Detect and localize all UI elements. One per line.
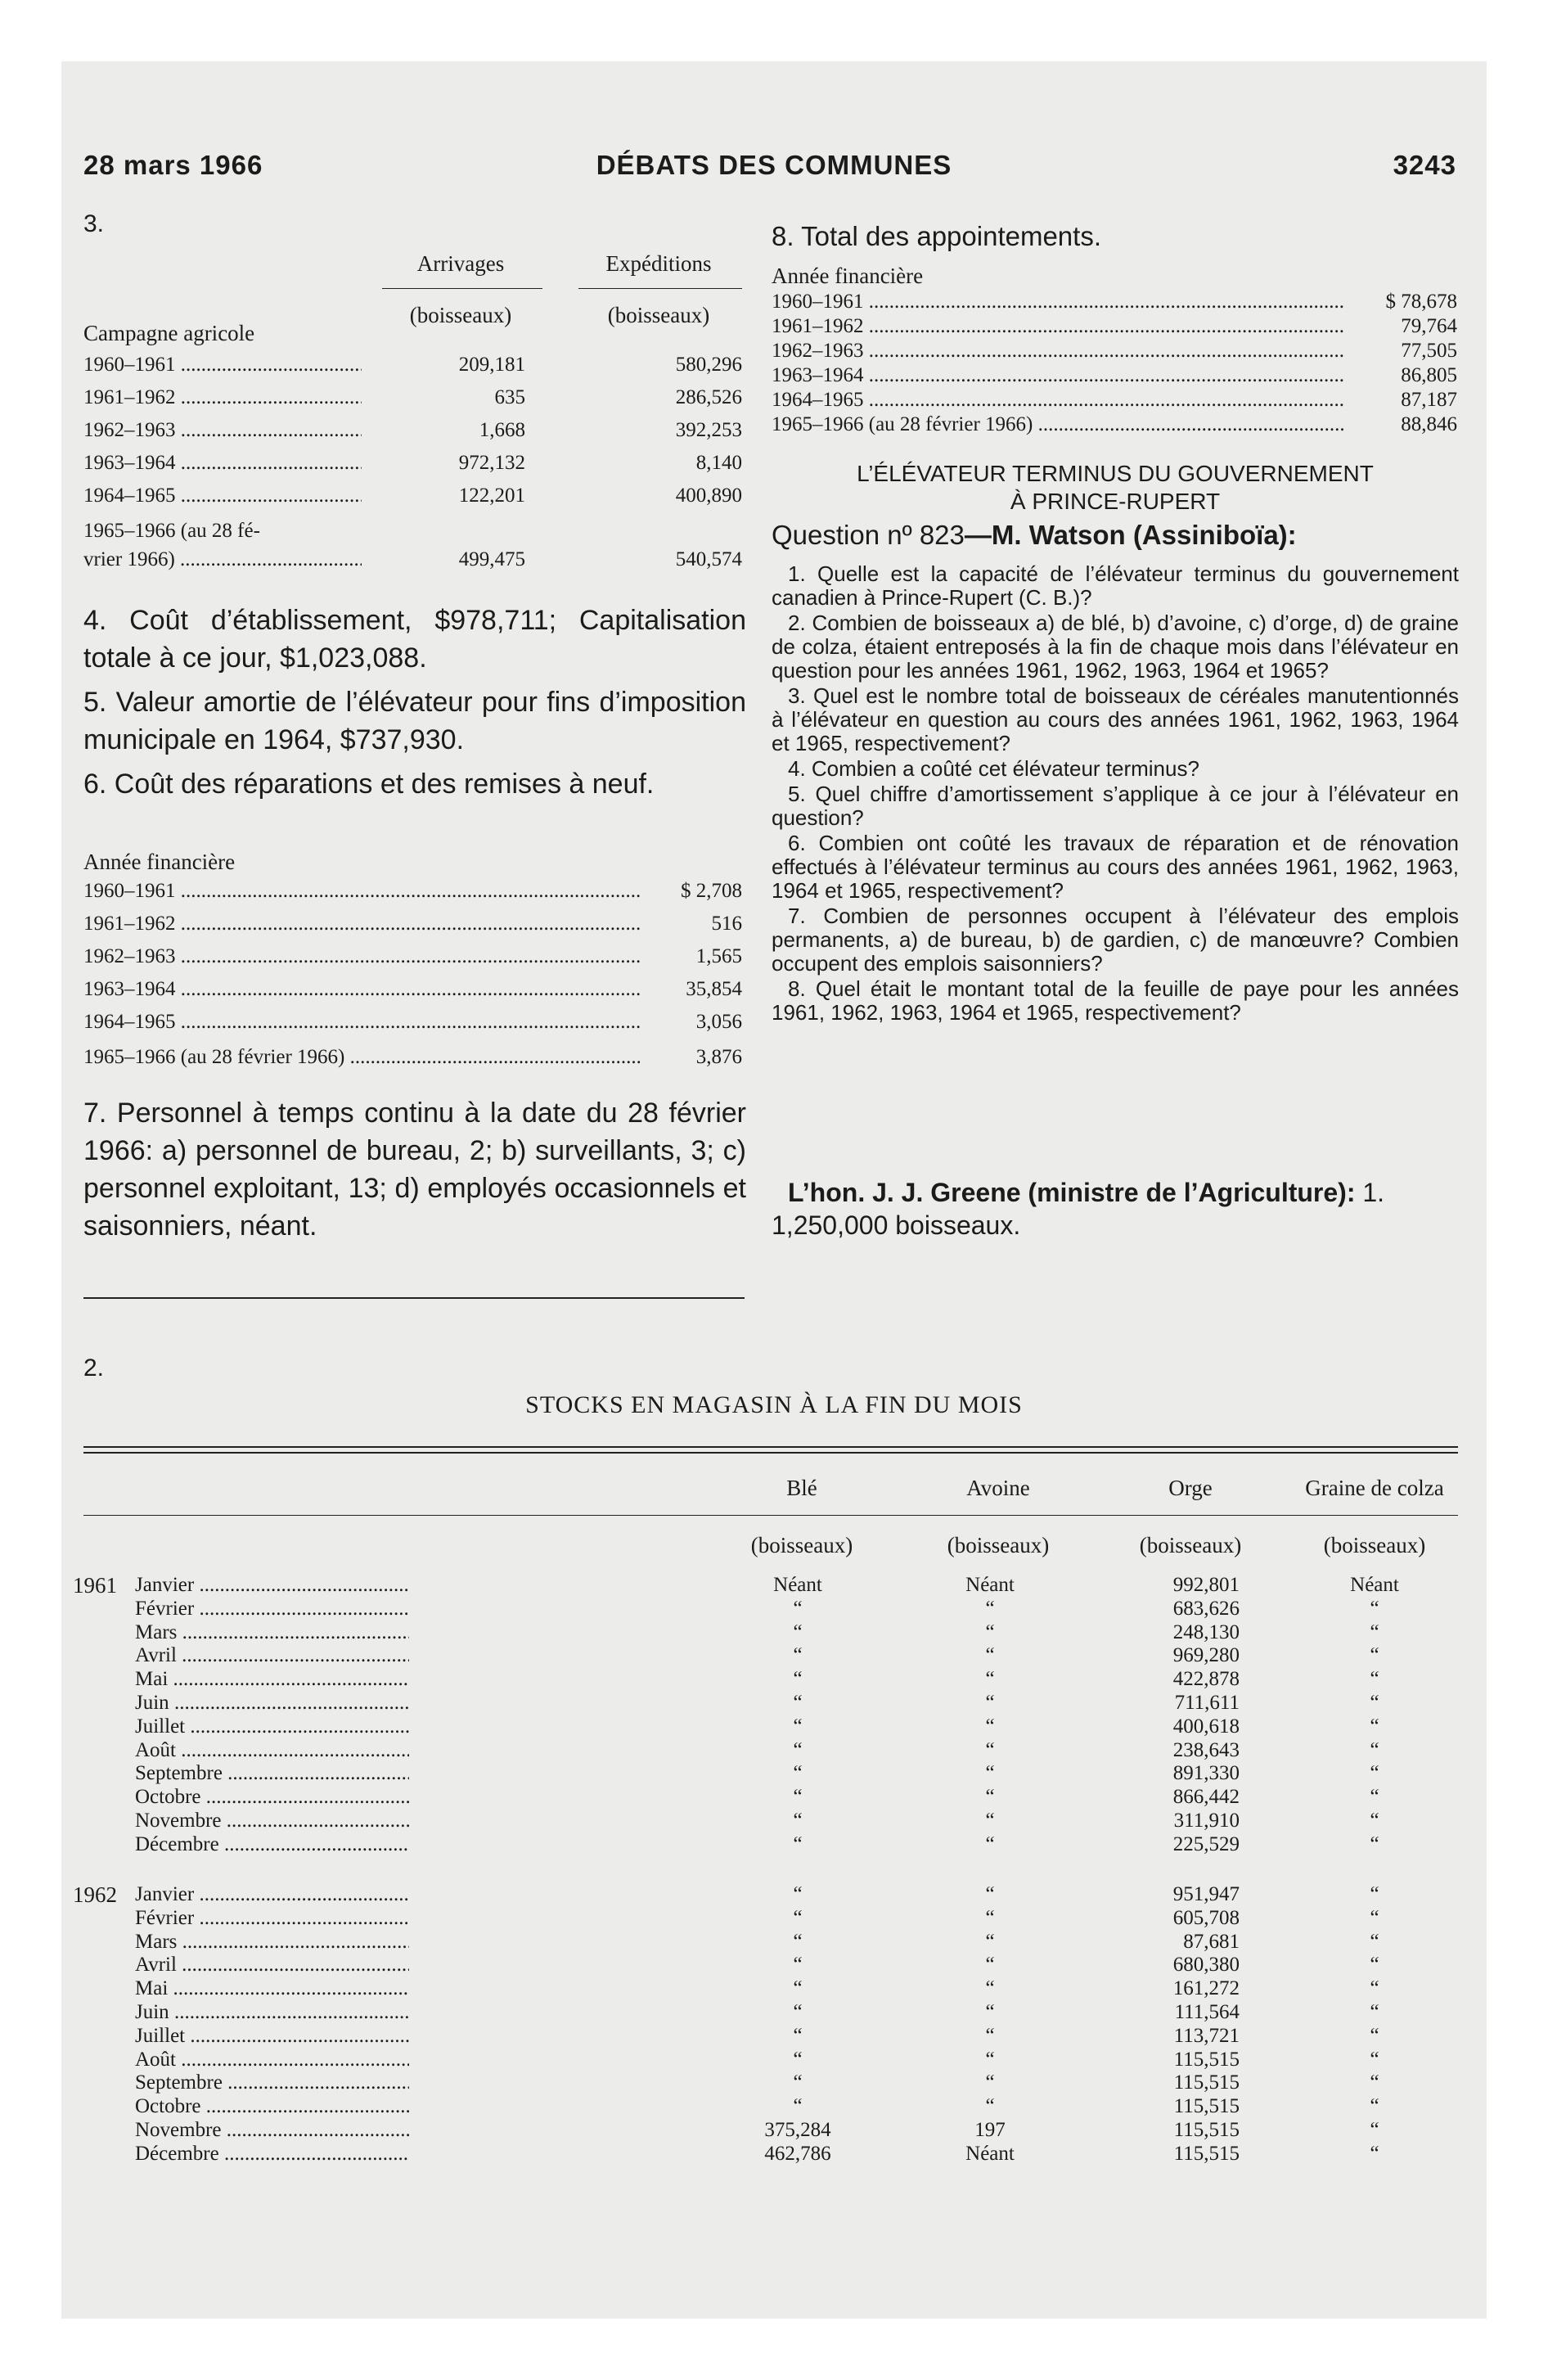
stocks-top-rule-1 (83, 1446, 1458, 1448)
row-orge: 422,878 (1172, 1668, 1240, 1691)
row-expeditions: 8,140 (695, 452, 742, 474)
row-graine: “ (1370, 1930, 1379, 1953)
row-month: Mars ..... (135, 1931, 409, 1954)
table-row (772, 315, 1459, 340)
table-row (772, 413, 1459, 438)
row-orge: 992,801 (1172, 1574, 1240, 1596)
row-graine: “ (1370, 1977, 1379, 2000)
row-avoine: “ (985, 1620, 995, 1643)
row-year: 1961–1962 ..... (772, 315, 1344, 338)
row-month: Décembre ..... (135, 1833, 409, 1856)
row-month: Janvier ..... (135, 1574, 409, 1597)
row-month: Janvier ..... (135, 1883, 409, 1906)
table-row (772, 389, 1459, 413)
col-ble: Blé (786, 1476, 817, 1500)
unit-orge: (boisseaux) (1139, 1533, 1242, 1557)
row-graine: “ (1370, 1668, 1379, 1691)
row-ble: “ (793, 1715, 803, 1738)
year-1962: 1962 (73, 1882, 117, 1907)
row-ble: “ (793, 1620, 803, 1643)
row-avoine: “ (985, 2001, 995, 2023)
row-ble: “ (793, 2071, 803, 2094)
row-ble: “ (793, 1906, 803, 1929)
row-value: 516 (711, 913, 742, 935)
row-month: Septembre ..... (135, 2071, 409, 2094)
row-graine: “ (1370, 1620, 1379, 1643)
table-row (61, 1644, 1487, 1669)
answer-text: 1. 1,250,000 boisseaux. (772, 1178, 1385, 1240)
table-row (61, 1931, 1487, 1955)
row-ble: “ (793, 1738, 803, 1761)
page (61, 61, 1487, 2319)
row-graine: “ (1370, 1786, 1379, 1809)
row-value: 86,805 (1401, 364, 1457, 386)
section-8-head: Année financière (772, 264, 924, 288)
question-title (772, 520, 1297, 551)
row-orge: 866,442 (1172, 1786, 1240, 1809)
row-avoine: “ (985, 1810, 995, 1832)
table-row (83, 1011, 746, 1035)
row-avoine: “ (985, 1977, 995, 2000)
row-orge: 115,515 (1173, 2048, 1240, 2071)
table-row (61, 1786, 1487, 1810)
table-row (61, 1668, 1487, 1693)
row-graine: “ (1370, 1738, 1379, 1761)
row-graine: “ (1370, 1883, 1379, 1905)
question-5: 5. Quel chiffre d’amortissement s’applique à ce jour à l’élévateur en question? (772, 782, 1459, 830)
row-ble: Néant (773, 1574, 822, 1596)
table-row (61, 2095, 1487, 2120)
table-row (772, 364, 1459, 389)
row-month: Février ..... (135, 1598, 409, 1620)
row-avoine: “ (985, 2071, 995, 2094)
row-avoine: “ (985, 2048, 995, 2071)
table-row (61, 2001, 1487, 2026)
question-1: 1. Quelle est la capacité de l’élévateur terminus du gouvernement canadien à Prince-Rupert (C. B.)? (772, 561, 1459, 610)
row-head-campagne: Campagne agricole (83, 321, 255, 345)
question-author: —M. Watson (Assiniboïa): (964, 520, 1297, 550)
question-2: 2. Combien de boisseaux a) de blé, b) d’avoine, c) d’orge, d) de graine de colza, étaient entreposés à la fin de chaque mois dans l’élévateur en question pour les années 1961, 1962, 1963, 1964 et 1965? (772, 611, 1459, 683)
table-row (83, 452, 746, 476)
row-orge: 683,626 (1172, 1597, 1240, 1620)
table-row (61, 1762, 1487, 1787)
table-row (61, 1810, 1487, 1834)
paragraph-5: 5. Valeur amortie de l’élévateur pour fins d’imposition municipale en 1964, $737,930. (83, 687, 746, 755)
row-year: 1961–1962 ..... (83, 913, 640, 935)
row-ble: “ (793, 2095, 803, 2118)
row-year: 1962–1963 ..... (83, 945, 640, 968)
row-month: Juin ..... (135, 2001, 409, 2024)
row-avoine: “ (985, 1786, 995, 1809)
row-value: 87,187 (1401, 389, 1457, 411)
row-graine: “ (1370, 1762, 1379, 1785)
row-graine: “ (1370, 1906, 1379, 1929)
row-ble: 462,786 (764, 2142, 831, 2165)
row-avoine: “ (985, 1644, 995, 1667)
row-month: Août ..... (135, 1739, 409, 1762)
unit-avoine: (boisseaux) (947, 1533, 1050, 1557)
row-year: 1962–1963 ..... (83, 419, 362, 442)
question-label: Question nº 823 (772, 520, 965, 550)
row-year-last-line2: vrier 1966) ..... (83, 548, 362, 571)
header-title: DÉBATS DES COMMUNES (596, 150, 952, 180)
table-row (61, 1598, 1487, 1622)
row-value: 3,056 (695, 1011, 742, 1033)
unit-expeditions: (boisseaux) (607, 303, 710, 327)
row-orge: 161,272 (1172, 1977, 1240, 2000)
row-value: 3,876 (695, 1046, 742, 1068)
row-ble: “ (793, 1832, 803, 1855)
row-graine: “ (1370, 2071, 1379, 2094)
row-ble: “ (793, 2024, 803, 2047)
row-graine: “ (1370, 2048, 1379, 2071)
table-row (61, 1574, 1487, 1598)
year-1961: 1961 (73, 1573, 117, 1598)
row-avoine: “ (985, 1883, 995, 1905)
table-row (83, 880, 746, 904)
row-month: Juin ..... (135, 1692, 409, 1715)
row-ble: “ (793, 1597, 803, 1620)
row-value: $ 78,678 (1385, 291, 1457, 313)
row-ble: “ (793, 1644, 803, 1667)
row-month: Juillet ..... (135, 2025, 409, 2048)
row-orge: 225,529 (1172, 1832, 1240, 1855)
table-row (61, 2071, 1487, 2096)
row-orge: 680,380 (1172, 1954, 1240, 1977)
row-value: 1,565 (695, 945, 742, 967)
questions-list (772, 562, 1459, 1026)
question-6: 6. Combien ont coûté les travaux de réparation et de rénovation effectués à l’élévateur terminus au cours des années 1961, 1962, 1963, 1964 et 1965, respectivement? (772, 831, 1459, 903)
row-year: 1965–1966 (au 28 février 1966) ..... (83, 1046, 640, 1069)
row-value: 77,505 (1401, 340, 1457, 362)
row-graine: “ (1370, 2119, 1379, 2141)
row-avoine: “ (985, 2024, 995, 2047)
stocks-top-rule-2 (83, 1452, 1458, 1454)
row-orge: 115,515 (1173, 2071, 1240, 2094)
table-row (61, 1907, 1487, 1931)
row-month: Avril ..... (135, 1644, 409, 1667)
row-graine: “ (1370, 2024, 1379, 2047)
row-value: 35,854 (686, 978, 742, 1000)
table-row (772, 340, 1459, 364)
row-orge: 711,611 (1174, 1692, 1240, 1714)
answer (772, 1176, 1459, 1242)
unit-graine-de-colza: (boisseaux) (1323, 1533, 1426, 1557)
row-ble: 375,284 (764, 2119, 831, 2141)
row-arrivages: 209,181 (458, 354, 525, 376)
stocks-title: STOCKS EN MAGASIN À LA FIN DU MOIS (525, 1391, 1023, 1418)
table-row (83, 354, 746, 378)
question-3: 3. Quel est le nombre total de boisseaux de céréales manutentionnés à l’élévateur en question au cours des années 1961, 1962, 1963, 1964 et 1965, respectivement? (772, 683, 1459, 755)
row-month: Octobre ..... (135, 2095, 409, 2118)
row-month: Mai ..... (135, 1668, 409, 1691)
row-orge: 111,564 (1174, 2001, 1240, 2023)
row-month: Août ..... (135, 2049, 409, 2071)
row-avoine: “ (985, 1692, 995, 1714)
row-month: Septembre ..... (135, 1762, 409, 1785)
table-row (61, 1739, 1487, 1764)
row-arrivages: 972,132 (458, 452, 525, 474)
row-arrivages: 122,201 (458, 485, 525, 507)
row-avoine: “ (985, 2095, 995, 2118)
row-year: 1961–1962 ..... (83, 386, 362, 409)
table-row (83, 913, 746, 937)
table-row (83, 1046, 746, 1071)
section-6-head: Année financière (83, 850, 236, 874)
row-graine: Néant (1350, 1574, 1399, 1596)
row-year: 1963–1964 ..... (83, 978, 640, 1001)
row-avoine: “ (985, 1954, 995, 1977)
section-2-number: 2. (83, 1355, 105, 1382)
row-orge: 605,708 (1172, 1906, 1240, 1929)
left-column-end-rule (83, 1297, 745, 1299)
col-expeditions: Expéditions (605, 251, 712, 276)
stocks-header-rule (83, 1515, 1458, 1516)
section-3-number: 3. (83, 210, 105, 237)
row-orge: 238,643 (1172, 1738, 1240, 1761)
row-orge: 115,515 (1173, 2142, 1240, 2165)
unit-ble: (boisseaux) (750, 1533, 853, 1557)
row-ble: “ (793, 2048, 803, 2071)
row-avoine: “ (985, 1832, 995, 1855)
row-year: 1964–1965 ..... (772, 389, 1344, 412)
row-orge: 951,947 (1172, 1883, 1240, 1905)
row-graine: “ (1370, 2142, 1379, 2165)
table-row (61, 2143, 1487, 2167)
row-year: 1960–1961 ..... (772, 291, 1344, 313)
col-graine-de-colza: Graine de colza (1305, 1476, 1444, 1500)
row-expeditions-last: 540,574 (675, 548, 742, 570)
row-graine: “ (1370, 1644, 1379, 1667)
row-month: Mars ..... (135, 1621, 409, 1644)
unit-arrivages: (boisseaux) (409, 303, 512, 327)
paragraph-6: 6. Coût des réparations et des remises à neuf. (83, 769, 655, 800)
row-value: 79,764 (1401, 315, 1457, 337)
col-arrivages: Arrivages (416, 251, 505, 276)
row-orge: 248,130 (1172, 1620, 1240, 1643)
table-row (61, 1692, 1487, 1716)
row-avoine: “ (985, 1762, 995, 1785)
col-orge: Orge (1168, 1476, 1213, 1500)
row-year: 1965–1966 (au 28 février 1966) ..... (772, 413, 1344, 436)
paragraph-4: 4. Coût d’établissement, $978,711; Capitalisation totale à ce jour, $1,023,088. (83, 605, 746, 674)
row-year: 1964–1965 ..... (83, 1011, 640, 1034)
rule-arrivages (382, 288, 542, 289)
row-ble: “ (793, 2001, 803, 2023)
paragraph-7: 7. Personnel à temps continu à la date du 28 février 1966: a) personnel de bureau, 2; b) surveillants, 3; c) personnel exploitant, 13; d) employés occasionnels et saisonniers, néant. (83, 1098, 746, 1242)
row-avoine: “ (985, 1930, 995, 1953)
table-row (61, 1621, 1487, 1646)
question-4: 4. Combien a coûté cet élévateur terminus? (788, 756, 1199, 781)
row-value: 88,846 (1401, 413, 1457, 435)
table-row (61, 2119, 1487, 2143)
row-month: Novembre ..... (135, 1810, 409, 1832)
row-ble: “ (793, 1786, 803, 1809)
row-orge: 115,515 (1173, 2095, 1240, 2118)
row-value: $ 2,708 (681, 880, 742, 902)
row-graine: “ (1370, 1810, 1379, 1832)
row-avoine: 197 (974, 2119, 1006, 2141)
row-orge: 400,618 (1172, 1715, 1240, 1738)
row-month: Avril ..... (135, 1954, 409, 1977)
row-expeditions: 392,253 (675, 419, 742, 441)
row-ble: “ (793, 1930, 803, 1953)
row-avoine: Néant (965, 1574, 1015, 1596)
question-8: 8. Quel était le montant total de la feuille de paye pour les années 1961, 1962, 1963, 1964 et 1965, respectivement? (772, 976, 1459, 1025)
header-page-number: 3243 (1393, 150, 1456, 180)
row-orge: 891,330 (1172, 1762, 1240, 1785)
table-row (61, 1977, 1487, 2002)
paragraph-8: 8. Total des appointements. (772, 221, 1101, 251)
row-avoine: “ (985, 1597, 995, 1620)
table-row (61, 1883, 1487, 1908)
row-ble: “ (793, 1668, 803, 1691)
row-year: 1962–1963 ..... (772, 340, 1344, 363)
rule-expeditions (578, 288, 742, 289)
row-graine: “ (1370, 2001, 1379, 2023)
row-ble: “ (793, 1810, 803, 1832)
row-graine: “ (1370, 1692, 1379, 1714)
row-month: Février ..... (135, 1907, 409, 1930)
row-avoine: Néant (965, 2142, 1015, 2165)
row-month: Juillet ..... (135, 1715, 409, 1738)
table-row (61, 1833, 1487, 1858)
answer-author: L’hon. J. J. Greene (ministre de l’Agriculture): (788, 1178, 1356, 1207)
question-7: 7. Combien de personnes occupent à l’élévateur des emplois permanents, a) de bureau, b) de gardien, c) de manœuvre? Combien occupent des emplois saisonniers? (772, 904, 1459, 976)
row-expeditions: 580,296 (675, 354, 742, 376)
row-year: 1960–1961 ..... (83, 354, 362, 376)
row-avoine: “ (985, 1738, 995, 1761)
row-graine: “ (1370, 1715, 1379, 1738)
row-month: Mai ..... (135, 1977, 409, 2000)
row-arrivages: 1,668 (479, 419, 525, 441)
row-ble: “ (793, 1954, 803, 1977)
row-month: Octobre ..... (135, 1786, 409, 1809)
row-month: Décembre ..... (135, 2143, 409, 2166)
table-row (61, 2025, 1487, 2049)
row-expeditions: 400,890 (675, 485, 742, 507)
heading-elevateur: L’ÉLÉVATEUR TERMINUS DU GOUVERNEMENT (857, 461, 1374, 486)
table-row (83, 945, 746, 970)
table-row (83, 386, 746, 411)
row-orge: 113,721 (1173, 2024, 1240, 2047)
row-arrivages-last: 499,475 (458, 548, 525, 570)
row-avoine: “ (985, 1906, 995, 1929)
row-graine: “ (1370, 1832, 1379, 1855)
row-year: 1964–1965 ..... (83, 485, 362, 507)
row-ble: “ (793, 1692, 803, 1714)
row-orge: 311,910 (1173, 1810, 1240, 1832)
row-orge: 969,280 (1172, 1644, 1240, 1667)
row-month: Novembre ..... (135, 2119, 409, 2142)
row-graine: “ (1370, 2095, 1379, 2118)
row-avoine: “ (985, 1668, 995, 1691)
table-row (83, 485, 746, 509)
row-graine: “ (1370, 1597, 1379, 1620)
col-avoine: Avoine (966, 1476, 1030, 1500)
heading-prince-rupert: À PRINCE-RUPERT (1010, 489, 1221, 514)
header-date: 28 mars 1966 (83, 150, 263, 180)
row-avoine: “ (985, 1715, 995, 1738)
row-year-last-line1: 1965–1966 (au 28 fé- (83, 520, 260, 542)
table-row (83, 419, 746, 444)
row-graine: “ (1370, 1954, 1379, 1977)
row-ble: “ (793, 1977, 803, 2000)
table-row (83, 978, 746, 1003)
table-row (61, 2049, 1487, 2073)
row-ble: “ (793, 1762, 803, 1785)
row-year: 1960–1961 ..... (83, 880, 640, 903)
table-row (772, 291, 1459, 315)
row-year: 1963–1964 ..... (772, 364, 1344, 387)
row-orge: 87,681 (1183, 1930, 1240, 1953)
row-expeditions: 286,526 (675, 386, 742, 408)
row-arrivages: 635 (494, 386, 525, 408)
table-row (61, 1954, 1487, 1978)
table-row (61, 1715, 1487, 1740)
row-orge: 115,515 (1173, 2119, 1240, 2141)
row-year: 1963–1964 ..... (83, 452, 362, 475)
row-ble: “ (793, 1883, 803, 1905)
